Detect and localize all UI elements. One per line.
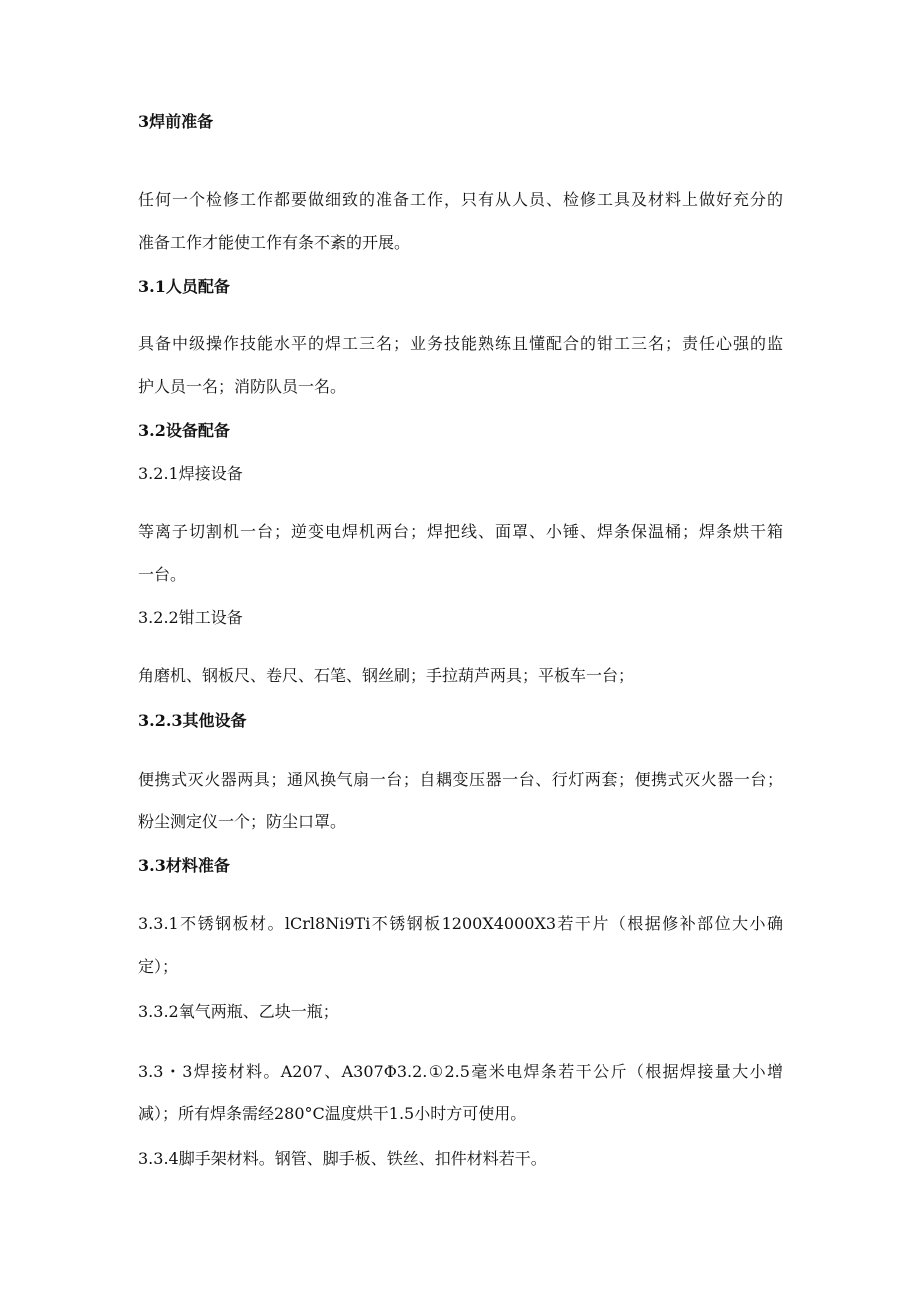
intro-paragraph-line-2: 准备工作才能使工作有条不紊的开展。: [138, 233, 411, 252]
other-equipment-line-2: 粉尘测定仪一个；防尘口罩。: [138, 812, 347, 831]
welding-equipment-line-1: 等离子切割机一台；逆变电焊机两台；焊把线、面罩、小锤、焊条保温桶；焊条烘干箱: [138, 522, 783, 541]
section-heading-3-2: 3.2设备配备: [138, 421, 230, 440]
personnel-paragraph-line-2: 护人员一名；消防队员一名。: [138, 377, 347, 396]
section-heading-3-3: 3.3材料准备: [138, 856, 230, 875]
fitter-equipment-line: 角磨机、钢板尺、卷尺、石笔、钢丝刷；手拉葫芦两具；平板车一台；: [138, 666, 635, 685]
material-3-3-1-line-1: 3.3.1不锈钢板材。lCrl8Ni9Ti不锈钢板1200X4000X3若干片（根据修补部位大小确: [138, 914, 783, 933]
material-3-3-4-line: 3.3.4脚手架材料。钢管、脚手板、铁丝、扣件材料若干。: [138, 1149, 547, 1168]
material-3-3-3-line-2: 减）；所有焊条需经280°C温度烘干1.5小时方可使用。: [138, 1104, 527, 1123]
material-3-3-3-line-1: 3.3・3焊接材料。A207、A307Φ3.2.①2.5毫米电焊条若干公斤（根据焊接量大小增: [138, 1062, 783, 1081]
subsection-heading-3-2-2: 3.2.2钳工设备: [138, 608, 243, 627]
subsection-heading-3-2-1: 3.2.1焊接设备: [138, 464, 243, 483]
subsection-heading-3-2-3: 3.2.3其他设备: [138, 711, 247, 730]
intro-paragraph-line-1: 任何一个检修工作都要做细致的准备工作，只有从人员、检修工具及材料上做好充分的: [138, 190, 783, 209]
material-3-3-2-line: 3.3.2氧气两瓶、乙块一瓶；: [138, 1002, 339, 1021]
material-3-3-1-line-2: 定）；: [138, 957, 179, 976]
other-equipment-line-1: 便携式灭火器两具；通风换气扇一台；自耦变压器一台、行灯两套；便携式灭火器一台；: [138, 770, 783, 789]
section-heading-3: 3焊前准备: [138, 112, 214, 131]
section-heading-3-1: 3.1人员配备: [138, 277, 230, 296]
welding-equipment-line-2: 一台。: [138, 565, 187, 584]
personnel-paragraph-line-1: 具备中级操作技能水平的焊工三名；业务技能熟练且懂配合的钳工三名；责任心强的监: [138, 334, 783, 353]
